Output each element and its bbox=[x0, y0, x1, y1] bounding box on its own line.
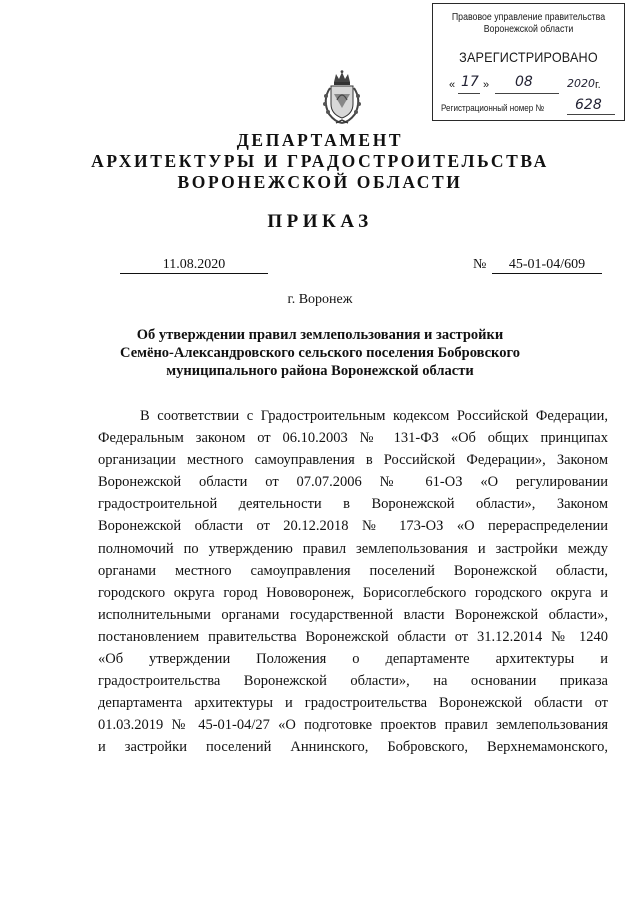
order-number-sign: № bbox=[473, 257, 487, 272]
stamp-reg-number-label: Регистрационный номер № bbox=[441, 103, 545, 114]
stamp-day: 17 bbox=[461, 74, 479, 90]
department-line-2: АРХИТЕКТУРЫ И ГРАДОСТРОИТЕЛЬСТВА bbox=[91, 151, 549, 171]
stamp-month-underline bbox=[495, 93, 559, 94]
registration-stamp bbox=[432, 3, 625, 121]
body-line: городского округа город Нововоронеж, Борисоглебского городского округа и bbox=[98, 584, 608, 601]
body-line: постановлением правительства Воронежской области от 31.12.2014 № 1240 bbox=[98, 628, 608, 645]
body-line: Федеральным законом от 06.10.2003 № 131-ФЗ «Об общих принципах bbox=[98, 430, 608, 447]
stamp-month: 08 bbox=[515, 74, 533, 90]
stamp-quote-close: » bbox=[483, 79, 490, 91]
body-text bbox=[98, 405, 608, 759]
department-line-3: ВОРОНЕЖСКОЙ ОБЛАСТИ bbox=[177, 172, 463, 192]
order-title-line: муниципального района Воронежской области bbox=[166, 363, 474, 379]
stamp-authority-line2: Воронежской области bbox=[483, 24, 574, 35]
stamp-year-suffix: г. bbox=[595, 79, 601, 91]
order-date: 11.08.2020 bbox=[120, 256, 268, 274]
stamp-year: 2020 bbox=[567, 77, 595, 90]
stamp-authority-line1: Правовое управление правительства bbox=[451, 12, 606, 23]
order-title-line: Об утверждении правил землепользования и застройки bbox=[136, 327, 504, 343]
body-line: градостроительной деятельности в Воронежской области», Законом bbox=[98, 496, 608, 513]
coat-of-arms-icon bbox=[319, 70, 365, 126]
stamp-day-underline bbox=[458, 93, 480, 94]
body-line: и застройки поселений Аннинского, Бобровского, Верхнемамонского, bbox=[98, 739, 608, 756]
body-line: органами местного самоуправления поселений Воронежской области, bbox=[98, 562, 608, 579]
body-line: Воронежской области от 07.07.2006 № 61-ОЗ «О регулировании bbox=[98, 474, 608, 491]
stamp-registered-label: ЗАРЕГИСТРИРОВАНО bbox=[459, 49, 598, 65]
order-number: 45-01-04/609 bbox=[492, 256, 602, 274]
body-line: В соответствии с Градостроительным кодексом Российской Федерации, bbox=[140, 408, 608, 424]
stamp-reg-number: 628 bbox=[575, 97, 602, 113]
body-line: «Об утверждении Положения о департаменте архитектуры и bbox=[98, 651, 608, 668]
coat-of-arms-svg bbox=[319, 70, 365, 126]
body-line: 01.03.2019 № 45-01-04/27 «О подготовке проектов правил землепользования bbox=[98, 717, 608, 734]
body-line: полномочий по утверждению правил землепользования и застройки между bbox=[98, 540, 608, 557]
order-title bbox=[80, 326, 560, 380]
body-line: Воронежской области от 20.12.2018 № 173-ОЗ «О перераспределении bbox=[98, 518, 608, 535]
body-line: исполнительными органами государственной власти Воронежской области», bbox=[98, 606, 608, 623]
order-title-line: Семёно-Александровского сельского поселения Бобровского bbox=[120, 345, 520, 361]
body-line: организации местного самоуправления в Российской Федерации», Законом bbox=[98, 452, 608, 469]
stamp-quote-open: « bbox=[449, 79, 456, 91]
department-line-1: ДЕПАРТАМЕНТ bbox=[236, 130, 404, 150]
stamp-date bbox=[449, 74, 619, 97]
document-type-title: ПРИКАЗ bbox=[267, 211, 373, 232]
body-line: градостроительства Воронежской области», на основании приказа bbox=[98, 673, 608, 690]
city-label: г. Воронеж bbox=[287, 292, 353, 307]
stamp-reg-number-underline bbox=[567, 114, 615, 115]
body-line: департамента архитектуры и градостроительства Воронежской области от bbox=[98, 695, 608, 712]
